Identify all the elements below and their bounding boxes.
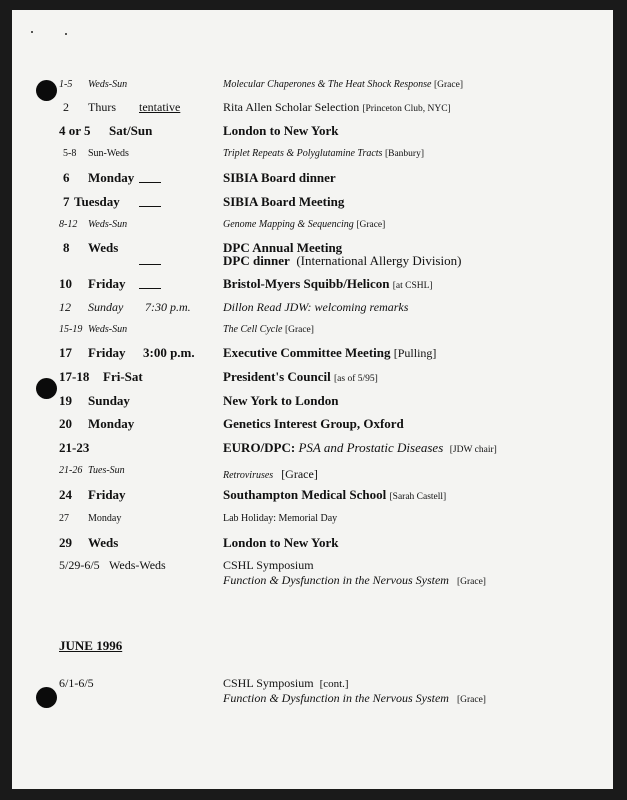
day: Weds bbox=[88, 535, 119, 550]
date: 20 bbox=[59, 416, 72, 431]
time: 7:30 p.m. bbox=[145, 300, 191, 314]
schedule-row bbox=[12, 393, 613, 413]
day: Sat/Sun bbox=[109, 123, 153, 138]
day: Fri-Sat bbox=[103, 369, 143, 384]
blank-line bbox=[139, 194, 161, 212]
event: EURO/DPC: PSA and Prostatic Diseases [JDW chair] bbox=[223, 440, 497, 455]
day: Friday bbox=[88, 276, 126, 291]
date: 17-18 bbox=[59, 369, 90, 384]
event: Lab Holiday: Memorial Day bbox=[223, 513, 338, 524]
date: 2 bbox=[63, 100, 69, 114]
date: 17 bbox=[59, 345, 72, 360]
event: Dillon Read JDW: welcoming remarks bbox=[223, 300, 409, 314]
schedule-row bbox=[12, 123, 613, 143]
day: Friday bbox=[88, 487, 126, 502]
event: SIBIA Board Meeting bbox=[223, 194, 345, 209]
schedule-row bbox=[12, 535, 613, 555]
date: 24 bbox=[59, 487, 72, 502]
day: Monday bbox=[88, 513, 122, 524]
event: CSHL Symposium bbox=[223, 558, 314, 572]
day: Weds bbox=[88, 240, 119, 255]
day: Tuesday bbox=[74, 194, 120, 209]
schedule-row bbox=[12, 240, 613, 276]
schedule-row bbox=[12, 194, 613, 214]
event: Southampton Medical School [Sarah Castell] bbox=[223, 487, 447, 502]
date: 10 bbox=[59, 276, 72, 291]
day: Monday bbox=[88, 416, 135, 431]
date: 4 or 5 bbox=[59, 123, 91, 138]
event: The Cell Cycle [Grace] bbox=[223, 324, 314, 335]
event: Rita Allen Scholar Selection [Princeton Club, NYC] bbox=[223, 100, 451, 114]
section-heading-june: JUNE 1996 bbox=[59, 638, 123, 653]
schedule-row bbox=[12, 487, 613, 507]
blank-line bbox=[139, 170, 161, 188]
schedule-row bbox=[12, 148, 613, 168]
blank-line bbox=[139, 252, 161, 270]
event: Retroviruses [Grace] bbox=[223, 467, 318, 481]
event: CSHL Symposium [cont.] bbox=[223, 676, 349, 690]
schedule-row bbox=[12, 558, 613, 592]
date: 8-12 bbox=[59, 219, 78, 230]
blank-line bbox=[139, 276, 161, 294]
schedule-row bbox=[12, 324, 613, 344]
speck bbox=[31, 31, 33, 33]
day: Sunday bbox=[88, 300, 124, 314]
schedule-row bbox=[12, 416, 613, 436]
event: Molecular Chaperones & The Heat Shock Response [Grace] bbox=[223, 79, 463, 90]
date: 15-19 bbox=[59, 324, 83, 335]
schedule-row bbox=[12, 465, 613, 485]
day: Tues-Sun bbox=[88, 465, 125, 476]
date: 7 bbox=[63, 194, 70, 209]
event-line-2: Function & Dysfunction in the Nervous System [Grace] bbox=[223, 691, 486, 705]
date: 29 bbox=[59, 535, 72, 550]
event: SIBIA Board dinner bbox=[223, 170, 336, 185]
schedule-row bbox=[12, 440, 613, 460]
schedule-row bbox=[12, 100, 613, 120]
date: 8 bbox=[63, 240, 70, 255]
day: Thurs bbox=[88, 100, 116, 114]
event: Bristol-Myers Squibb/Helicon [at CSHL] bbox=[223, 276, 433, 291]
date: 5-8 bbox=[63, 148, 77, 159]
event-line-2: Function & Dysfunction in the Nervous System [Grace] bbox=[223, 573, 486, 587]
event: DPC Annual Meeting bbox=[223, 240, 343, 255]
schedule-row bbox=[12, 79, 613, 99]
schedule-row bbox=[12, 170, 613, 190]
day: Friday bbox=[88, 345, 126, 360]
tentative-label: tentative bbox=[139, 100, 181, 114]
schedule-row bbox=[12, 513, 613, 533]
day: Sun-Weds bbox=[88, 148, 129, 159]
date: 6 bbox=[63, 170, 70, 185]
event: Executive Committee Meeting [Pulling] bbox=[223, 345, 437, 360]
speck bbox=[65, 33, 67, 35]
day: Weds-Weds bbox=[109, 558, 166, 572]
date: 5/29-6/5 bbox=[59, 558, 100, 572]
event: Genetics Interest Group, Oxford bbox=[223, 416, 404, 431]
event: President's Council [as of 5/95] bbox=[223, 369, 378, 384]
date: 1-5 bbox=[59, 79, 73, 90]
day: Sunday bbox=[88, 393, 130, 408]
event: London to New York bbox=[223, 123, 339, 138]
day: Monday bbox=[88, 170, 135, 185]
schedule-row bbox=[12, 300, 613, 320]
event: London to New York bbox=[223, 535, 339, 550]
date: 6/1-6/5 bbox=[59, 676, 94, 690]
document-page bbox=[12, 10, 613, 789]
day: Weds-Sun bbox=[88, 219, 128, 230]
schedule-row bbox=[12, 369, 613, 389]
event: Genome Mapping & Sequencing [Grace] bbox=[223, 219, 386, 230]
time: 3:00 p.m. bbox=[143, 345, 195, 360]
date: 21-26 bbox=[59, 465, 83, 476]
day: Weds-Sun bbox=[88, 324, 128, 335]
date: 27 bbox=[59, 513, 69, 524]
schedule-row bbox=[12, 676, 613, 710]
date: 19 bbox=[59, 393, 72, 408]
date: 21-23 bbox=[59, 440, 90, 455]
schedule-row bbox=[12, 276, 613, 296]
event: Triplet Repeats & Polyglutamine Tracts [Banbury] bbox=[223, 148, 424, 159]
date: 12 bbox=[59, 300, 71, 314]
schedule-row bbox=[12, 219, 613, 239]
event: New York to London bbox=[223, 393, 339, 408]
event-line-2: DPC dinner (International Allergy Division) bbox=[223, 253, 462, 268]
day: Weds-Sun bbox=[88, 79, 128, 90]
schedule-row bbox=[12, 345, 613, 365]
